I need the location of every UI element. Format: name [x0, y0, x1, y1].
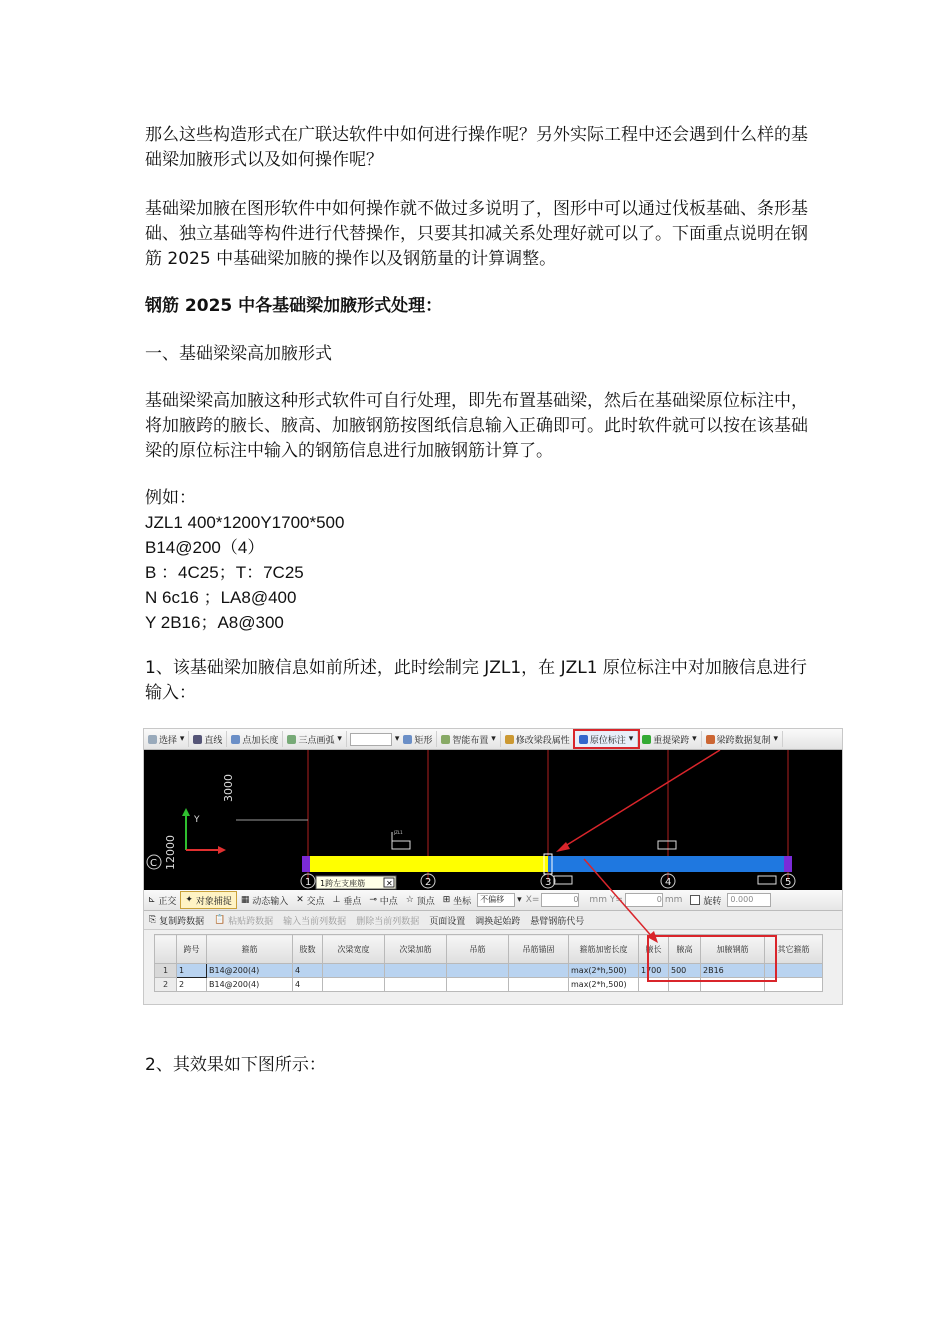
swap-start-button[interactable]: 调换起始跨 [475, 916, 521, 927]
arc-label: 三点画弧 [298, 735, 335, 746]
line-label: 直线 [204, 735, 223, 746]
column-header: 肢数 [293, 935, 323, 964]
dim-12000: 12000 [164, 835, 177, 870]
copy-span-label: 梁跨数据复制 [716, 735, 771, 746]
column-header: 其它箍筋 [765, 935, 823, 964]
paste-span-label: 粘贴跨数据 [228, 916, 274, 927]
unit-label: mm [664, 895, 683, 905]
smart-layout-label: 智能布置 [452, 735, 489, 746]
table-cell[interactable]: max(2*h,500) [569, 964, 639, 978]
dim-3000: 3000 [222, 774, 235, 802]
tooltip-text: 1跨左支座筋 [320, 879, 366, 888]
step-two-text: 2、其效果如下图所示： [145, 1055, 326, 1075]
midpoint-label: 中点 [379, 896, 398, 907]
close-glyph: ✕ [386, 879, 393, 888]
column-header: 腋长 [639, 935, 669, 964]
dynamic-icon: ▦ [240, 895, 253, 905]
example-line: JZL1 400*1200Y1700*500 [145, 513, 345, 532]
y-input[interactable]: 0 [625, 893, 663, 907]
software-screenshot [143, 728, 843, 1005]
column-header: 跨号 [177, 935, 207, 964]
ortho-icon: ⊾ [148, 895, 159, 905]
intersection-label: 交点 [306, 896, 325, 907]
vertex-icon: ☆ [405, 895, 417, 905]
example-label: 例如： [145, 488, 196, 508]
subsection-title: 一、基础梁梁高加腋形式 [145, 344, 332, 364]
coordinate-label: 坐标 [453, 896, 472, 907]
axis-number-3: 3 [545, 877, 552, 888]
dynamic-label: 动态输入 [252, 896, 289, 907]
example-line: B14@200（4） [145, 538, 265, 557]
axis-c-label: C [150, 858, 157, 869]
rotate-label: 旋转 [703, 896, 722, 907]
perpendicular-label: 垂点 [343, 896, 362, 907]
column-header: 吊筋锚固 [509, 935, 569, 964]
re-extract-label: 重提梁跨 [653, 735, 690, 746]
table-cell[interactable]: 1700 [639, 964, 669, 978]
chevron-down-icon[interactable]: ▾ [394, 734, 400, 744]
copy-span-label: 复制跨数据 [159, 916, 205, 927]
delete-column-button[interactable]: 删除当前列数据 [356, 916, 420, 927]
example-line: N 6c16 ；LA8@400 [145, 588, 297, 607]
row-number: 1 [155, 964, 177, 978]
snap-icon: ✦ [185, 895, 196, 905]
y-label: mm Y= [589, 895, 623, 905]
page-setup-button[interactable]: 页面设置 [429, 916, 466, 927]
column-header: 吊筋 [447, 935, 509, 964]
column-header: 次梁宽度 [323, 935, 385, 964]
select-label: 选择 [159, 735, 178, 746]
table-cell[interactable]: 2B16 [701, 964, 765, 978]
column-header: 腋高 [669, 935, 701, 964]
x-label: X= [525, 895, 540, 905]
body-paragraph-haunch: 基础梁梁高加腋这种形式软件可自行处理，即先布置基础梁，然后在基础梁原位标注中，将加腋跨的腋长、腋高、加腋钢筋按图纸信息输入正确即可。此时软件就可以按在该基础梁的原位标注中输入的钢筋信息进行加腋钢筋计算了。 [145, 391, 808, 461]
table-cell[interactable]: 4 [293, 964, 323, 978]
object-snap-label: 对象捕捉 [195, 896, 232, 907]
midpoint-icon: ⊸ [369, 895, 380, 905]
paste-icon: 📋 [214, 915, 229, 925]
copy-span-data-button[interactable]: 梁跨数据复制 ▾ [702, 731, 783, 747]
arc-tool[interactable]: 三点画弧 ▾ [283, 731, 346, 747]
annotation-arrow [584, 859, 654, 939]
example-line: Y 2B16；A8@300 [145, 613, 284, 632]
row-number: 2 [155, 978, 177, 992]
rect-label: 矩形 [414, 735, 433, 746]
inplace-annotation-label: 原位标注 [589, 735, 626, 746]
column-header: 箍筋加密长度 [569, 935, 639, 964]
table-cell[interactable]: 2 [177, 978, 207, 992]
axis-number-1: 1 [305, 877, 312, 888]
section-heading: 钢筋 2025 中各基础梁加腋形式处理： [145, 296, 443, 316]
table-cell[interactable]: 1 [177, 964, 207, 978]
modify-span-label: 修改梁段属性 [515, 735, 570, 746]
chevron-down-icon[interactable]: ▾ [517, 895, 522, 905]
table-cell[interactable]: max(2*h,500) [569, 978, 639, 992]
x-input[interactable]: 0 [541, 893, 579, 907]
input-column-button[interactable]: 输入当前列数据 [283, 916, 347, 927]
body-paragraph-graphics: 基础梁加腋在图形软件中如何操作就不做过多说明了，图形中可以通过伐板基础、条形基础、独立基础等构件进行代替操作，只要其扣减关系处理好就可以了。下面重点说明在钢筋 2025 中基础梁加腋的操作以及钢筋量的计算调整。 [145, 199, 808, 269]
table-cell[interactable]: 4 [293, 978, 323, 992]
ortho-label: 正交 [158, 896, 177, 907]
perpendicular-icon: ⊥ [332, 895, 344, 905]
vertex-label: 顶点 [416, 896, 435, 907]
table-cell[interactable]: 500 [669, 964, 701, 978]
step-one-text: 1、该基础梁加腋信息如前所述，此时绘制完 JZL1，在 JZL1 原位标注中对加腋信息进行输入： [145, 658, 807, 703]
re-extract-span-button[interactable]: 重提梁跨 ▾ [638, 731, 701, 747]
overlay-arrow [144, 729, 842, 1004]
inplace-annotation-button[interactable]: 原位标注 ▾ [575, 731, 638, 747]
axis-y-label: Y [194, 815, 200, 825]
column-header: 次梁加筋 [385, 935, 447, 964]
axis-number-4: 4 [665, 877, 672, 888]
table-cell[interactable]: B14@200(4) [207, 978, 293, 992]
column-header: 箍筋 [207, 935, 293, 964]
smart-layout-button[interactable]: 智能布置 ▾ [437, 731, 500, 747]
coordinate-icon: ⊞ [442, 895, 454, 905]
intro-paragraph: 那么这些构造形式在广联达软件中如何进行操作呢？另外实际工程中还会遇到什么样的基础梁加腋形式以及如何操作呢？ [145, 125, 808, 170]
table-cell[interactable]: B14@200(4) [207, 964, 293, 978]
axis-number-2: 2 [425, 877, 432, 888]
copy-icon: ⎘ [149, 915, 160, 925]
point-length-label: 点加长度 [242, 735, 279, 746]
axis-number-5: 5 [785, 877, 792, 888]
select-tool[interactable]: 选择 ▾ [144, 731, 189, 747]
example-line: B ：4C25；T：7C25 [145, 563, 304, 582]
rotate-input[interactable]: 0.000 [727, 893, 771, 907]
column-header: 加腋钢筋 [701, 935, 765, 964]
intersection-icon: ✕ [296, 895, 307, 905]
cantilever-code-button[interactable]: 悬臂钢筋代号 [530, 916, 585, 927]
offset-select[interactable]: 不偏移 [477, 893, 515, 907]
beam-label-small: JZL1 [394, 830, 403, 835]
